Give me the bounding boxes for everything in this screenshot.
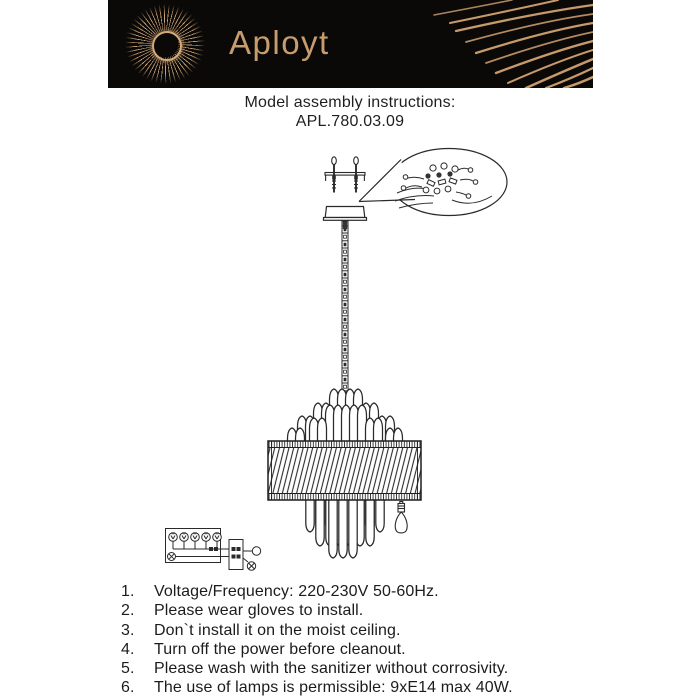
page-title: Model assembly instructions: — [244, 94, 456, 111]
item-text: Please wash with the sanitizer without corrosivity. — [154, 660, 509, 678]
item-number: 6. — [121, 679, 135, 697]
drum-shade-icon — [268, 441, 421, 500]
instruction-list — [121, 582, 601, 698]
chain-icon — [342, 221, 348, 392]
hardware-detail-callout-icon — [359, 149, 507, 216]
item-text: Voltage/Frequency: 220-230V 50-60Hz. — [154, 583, 439, 600]
item-text: Please wear gloves to install. — [154, 602, 364, 620]
item-text: The use of lamps is permissible: 9xE14 max 40W. — [154, 679, 513, 697]
model-number: APL.780.03.09 — [295, 113, 405, 130]
item-number: 4. — [121, 640, 135, 658]
candle-bulb-icon — [395, 502, 407, 533]
item-number: 3. — [121, 621, 135, 639]
wiring-diagram-icon — [166, 529, 261, 571]
list-item — [121, 621, 601, 640]
list-item — [121, 659, 601, 678]
item-number: 1. — [121, 583, 135, 600]
list-item — [121, 640, 601, 659]
list-item — [121, 601, 601, 620]
item-number: 2. — [121, 602, 135, 620]
list-item — [121, 678, 601, 697]
ceiling-canopy-icon — [324, 207, 367, 221]
brand-logo-text: Aployt — [229, 24, 330, 62]
item-text: Don`t install it on the moist ceiling. — [154, 621, 401, 639]
list-item — [121, 582, 601, 601]
item-text: Turn off the power before cleanout. — [154, 640, 406, 658]
mounting-bracket-screws-icon — [325, 157, 365, 193]
item-number: 5. — [121, 660, 135, 678]
